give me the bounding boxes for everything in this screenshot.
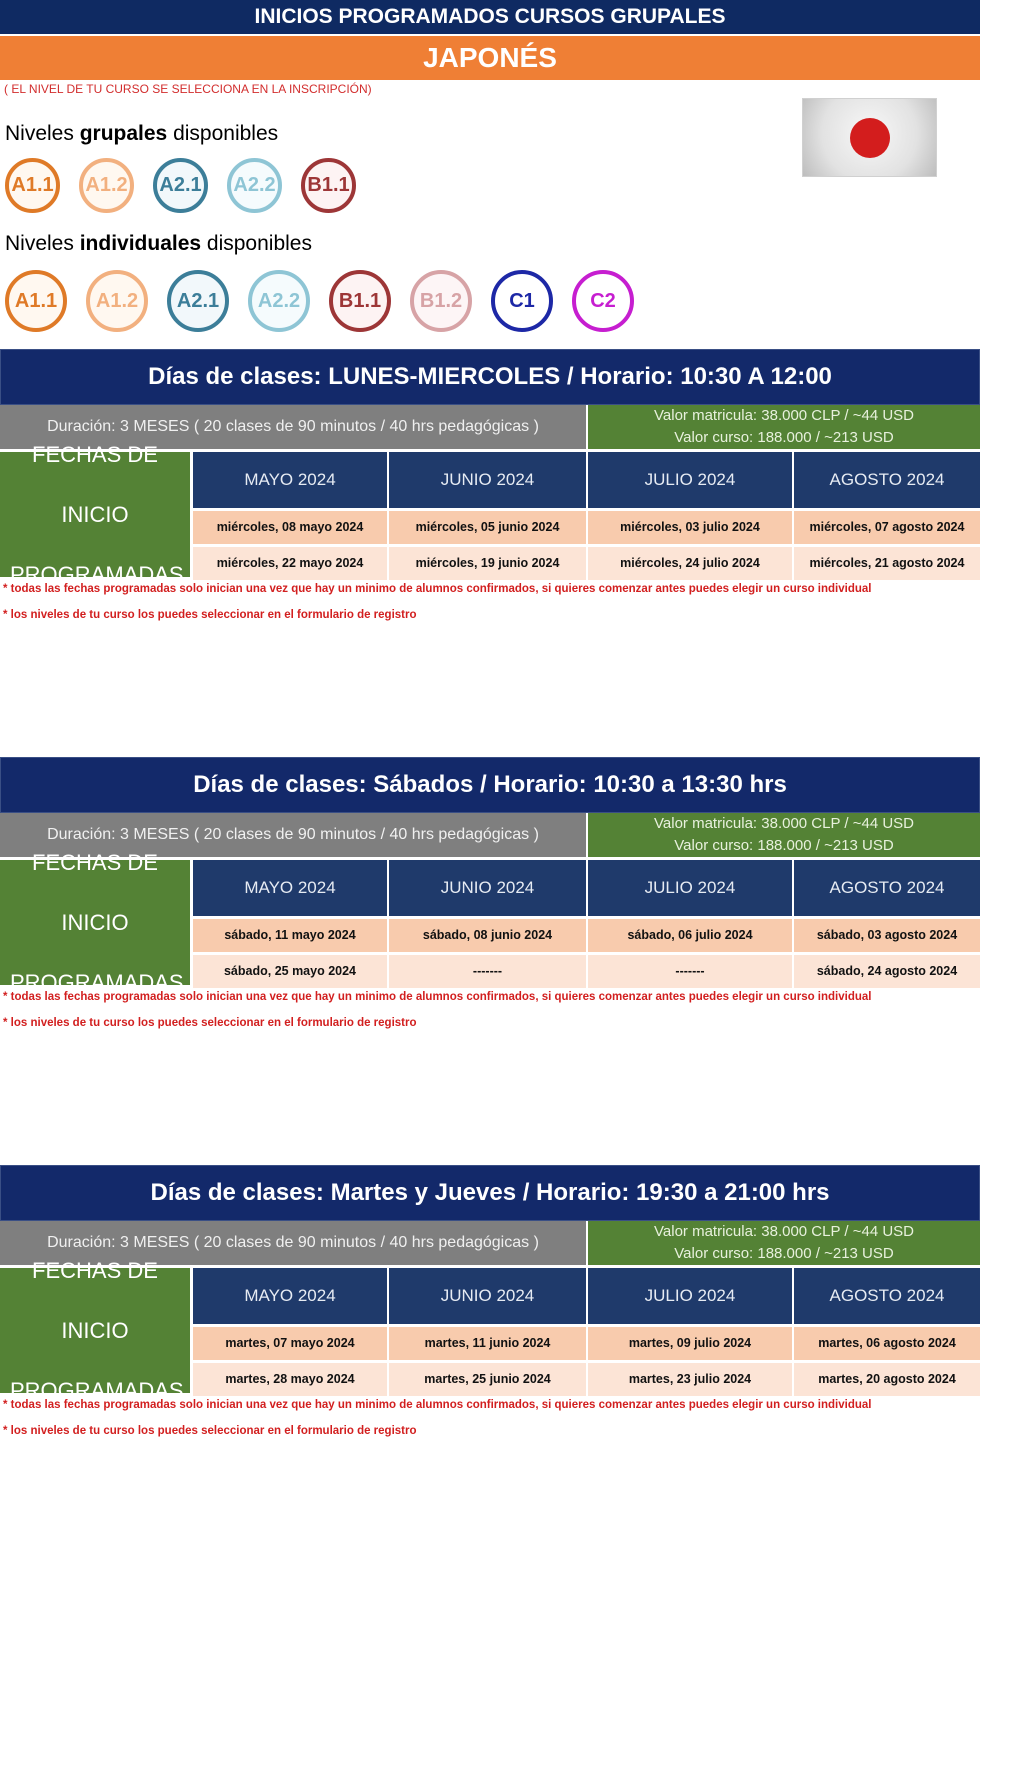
individual-level-badge-a1-2: A1.2 — [86, 270, 148, 332]
group-level-badge-a2-2: A2.2 — [227, 158, 282, 213]
month-header: MAYO 2024 — [193, 860, 387, 916]
group-level-badge-a1-1: A1.1 — [5, 158, 60, 213]
start-date-cell: martes, 11 junio 2024 — [389, 1327, 586, 1360]
individual-levels-list — [5, 270, 653, 332]
group-levels-list — [5, 158, 375, 213]
month-header: AGOSTO 2024 — [794, 452, 980, 508]
minimum-students-note: * todas las fechas programadas solo inician una vez que hay un minimo de alumnos confirmados, si quieres comenzar antes puedes elegir un curso individual — [3, 991, 872, 1003]
course-price: Valor curso: 188.000 / ~213 USD — [674, 1245, 894, 1262]
start-date-cell: sábado, 08 junio 2024 — [389, 919, 586, 952]
start-date-cell: martes, 09 julio 2024 — [588, 1327, 792, 1360]
start-date-cell: sábado, 24 agosto 2024 — [794, 955, 980, 988]
group-level-badge-a2-1: A2.1 — [153, 158, 208, 213]
start-date-cell: miércoles, 21 agosto 2024 — [794, 547, 980, 580]
individual-level-badge-a2-2: A2.2 — [248, 270, 310, 332]
start-date-cell: martes, 28 mayo 2024 — [193, 1363, 387, 1396]
individual-level-badge-a2-1: A2.1 — [167, 270, 229, 332]
individual-level-badge-c2: C2 — [572, 270, 634, 332]
start-date-cell: miércoles, 07 agosto 2024 — [794, 511, 980, 544]
month-header: JULIO 2024 — [588, 1268, 792, 1324]
enrollment-price: Valor matricula: 38.000 CLP / ~44 USD — [654, 1223, 914, 1240]
section-title: Días de clases: Martes y Jueves / Horario: 19:30 a 21:00 hrs — [0, 1165, 980, 1221]
section-title: Días de clases: LUNES-MIERCOLES / Horario: 10:30 A 12:00 — [0, 349, 980, 405]
price-box — [588, 405, 980, 449]
month-header: AGOSTO 2024 — [794, 860, 980, 916]
enrollment-price: Valor matricula: 38.000 CLP / ~44 USD — [654, 815, 914, 832]
level-selection-note: ( EL NIVEL DE TU CURSO SE SELECCIONA EN LA INSCRIPCIÓN) — [4, 82, 372, 96]
registration-form-note: * los niveles de tu curso los puedes seleccionar en el formulario de registro — [3, 1017, 417, 1029]
duration-label: Duración: 3 MESES ( 20 clases de 90 minutos / 40 hrs pedagógicas ) — [0, 813, 586, 857]
start-date-cell: sábado, 03 agosto 2024 — [794, 919, 980, 952]
minimum-students-note: * todas las fechas programadas solo inician una vez que hay un minimo de alumnos confirmados, si quieres comenzar antes puedes elegir un curso individual — [3, 1399, 872, 1411]
start-date-cell: martes, 07 mayo 2024 — [193, 1327, 387, 1360]
start-date-cell: sábado, 06 julio 2024 — [588, 919, 792, 952]
price-box — [588, 813, 980, 857]
month-header: JUNIO 2024 — [389, 452, 586, 508]
enrollment-price: Valor matricula: 38.000 CLP / ~44 USD — [654, 407, 914, 424]
section-title: Días de clases: Sábados / Horario: 10:30 a 13:30 hrs — [0, 757, 980, 813]
registration-form-note: * los niveles de tu curso los puedes seleccionar en el formulario de registro — [3, 609, 417, 621]
individual-level-badge-b1-2: B1.2 — [410, 270, 472, 332]
group-levels-title: Niveles grupales disponibles — [5, 122, 279, 145]
group-level-badge-a1-2: A1.2 — [79, 158, 134, 213]
registration-form-note: * los niveles de tu curso los puedes seleccionar en el formulario de registro — [3, 1425, 417, 1437]
start-dates-label: FECHAS DE INICIO PROGRAMADAS — [0, 860, 190, 985]
month-header: MAYO 2024 — [193, 452, 387, 508]
course-price: Valor curso: 188.000 / ~213 USD — [674, 837, 894, 854]
start-date-cell: ------- — [389, 955, 586, 988]
start-dates-label: FECHAS DE INICIO PROGRAMADAS — [0, 1268, 190, 1393]
minimum-students-note: * todas las fechas programadas solo inician una vez que hay un minimo de alumnos confirmados, si quieres comenzar antes puedes elegir un curso individual — [3, 583, 872, 595]
month-header: JUNIO 2024 — [389, 860, 586, 916]
start-date-cell: miércoles, 08 mayo 2024 — [193, 511, 387, 544]
duration-label: Duración: 3 MESES ( 20 clases de 90 minutos / 40 hrs pedagógicas ) — [0, 405, 586, 449]
price-box — [588, 1221, 980, 1265]
start-date-cell: miércoles, 19 junio 2024 — [389, 547, 586, 580]
japan-flag-icon — [802, 98, 937, 177]
start-date-cell: miércoles, 24 julio 2024 — [588, 547, 792, 580]
start-date-cell: sábado, 25 mayo 2024 — [193, 955, 387, 988]
individual-levels-title: Niveles individuales disponibles — [5, 232, 312, 255]
start-date-cell: miércoles, 03 julio 2024 — [588, 511, 792, 544]
start-date-cell: martes, 25 junio 2024 — [389, 1363, 586, 1396]
flag-sun — [850, 118, 890, 158]
page-title: INICIOS PROGRAMADOS CURSOS GRUPALES — [0, 0, 980, 34]
group-level-badge-b1-1: B1.1 — [301, 158, 356, 213]
month-header: JUNIO 2024 — [389, 1268, 586, 1324]
duration-label: Duración: 3 MESES ( 20 clases de 90 minutos / 40 hrs pedagógicas ) — [0, 1221, 586, 1265]
start-date-cell: miércoles, 05 junio 2024 — [389, 511, 586, 544]
individual-level-badge-a1-1: A1.1 — [5, 270, 67, 332]
month-header: JULIO 2024 — [588, 860, 792, 916]
start-date-cell: ------- — [588, 955, 792, 988]
start-date-cell: sábado, 11 mayo 2024 — [193, 919, 387, 952]
start-date-cell: martes, 20 agosto 2024 — [794, 1363, 980, 1396]
month-header: AGOSTO 2024 — [794, 1268, 980, 1324]
start-date-cell: martes, 06 agosto 2024 — [794, 1327, 980, 1360]
month-header: MAYO 2024 — [193, 1268, 387, 1324]
start-date-cell: martes, 23 julio 2024 — [588, 1363, 792, 1396]
start-date-cell: miércoles, 22 mayo 2024 — [193, 547, 387, 580]
individual-level-badge-c1: C1 — [491, 270, 553, 332]
course-price: Valor curso: 188.000 / ~213 USD — [674, 429, 894, 446]
language-title: JAPONÉS — [0, 36, 980, 80]
month-header: JULIO 2024 — [588, 452, 792, 508]
individual-level-badge-b1-1: B1.1 — [329, 270, 391, 332]
start-dates-label: FECHAS DE INICIO PROGRAMADAS — [0, 452, 190, 577]
